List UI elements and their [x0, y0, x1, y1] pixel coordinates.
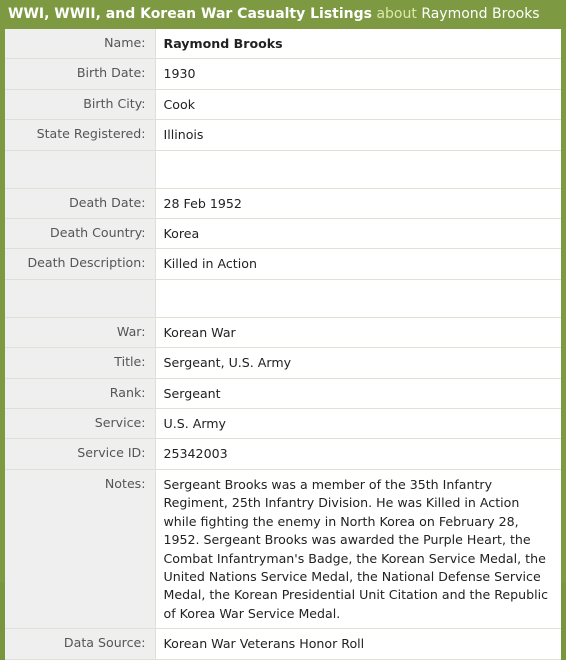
service-id-value: 25342003: [155, 439, 561, 469]
spacer-label: [5, 150, 155, 188]
spacer-value: [155, 279, 561, 317]
war-value: Korean War: [155, 317, 561, 347]
table-row: [5, 629, 561, 659]
name-label: Name:: [5, 29, 155, 59]
listing-title: WWI, WWII, and Korean War Casualty Listings: [8, 6, 372, 22]
birth-city-label: Birth City:: [5, 89, 155, 119]
notes-label: Notes:: [5, 469, 155, 628]
table-row: [5, 120, 561, 150]
rank-value: Sergeant: [155, 378, 561, 408]
table-row: [5, 29, 561, 59]
service-value: U.S. Army: [155, 409, 561, 439]
spacer-row: [5, 279, 561, 317]
about-text: about: [376, 6, 417, 22]
table-row: [5, 219, 561, 249]
record-table: [5, 29, 561, 660]
birth-date-value: 1930: [155, 59, 561, 89]
name-value: Raymond Brooks: [155, 29, 561, 59]
service-id-label: Service ID:: [5, 439, 155, 469]
table-row: [5, 59, 561, 89]
war-label: War:: [5, 317, 155, 347]
person-name-header: Raymond Brooks: [421, 6, 540, 22]
spacer-value: [155, 150, 561, 188]
table-row: [5, 378, 561, 408]
table-row: [5, 409, 561, 439]
death-date-label: Death Date:: [5, 188, 155, 218]
death-date-value: 28 Feb 1952: [155, 188, 561, 218]
panel-header: [5, 0, 561, 29]
state-registered-value: Illinois: [155, 120, 561, 150]
table-row: [5, 348, 561, 378]
table-row: [5, 89, 561, 119]
rank-label: Rank:: [5, 378, 155, 408]
table-row: [5, 439, 561, 469]
table-row: [5, 317, 561, 347]
spacer-row: [5, 150, 561, 188]
table-row: [5, 188, 561, 218]
table-row: [5, 249, 561, 279]
title-value: Sergeant, U.S. Army: [155, 348, 561, 378]
state-registered-label: State Registered:: [5, 120, 155, 150]
spacer-label: [5, 279, 155, 317]
data-source-value: Korean War Veterans Honor Roll: [155, 629, 561, 659]
data-source-label: Data Source:: [5, 629, 155, 659]
birth-date-label: Birth Date:: [5, 59, 155, 89]
death-country-label: Death Country:: [5, 219, 155, 249]
death-description-label: Death Description:: [5, 249, 155, 279]
title-label: Title:: [5, 348, 155, 378]
death-description-value: Killed in Action: [155, 249, 561, 279]
service-label: Service:: [5, 409, 155, 439]
death-country-value: Korea: [155, 219, 561, 249]
birth-city-value: Cook: [155, 89, 561, 119]
notes-value: Sergeant Brooks was a member of the 35th Infantry Regiment, 25th Infantry Division. He was Killed in Action while fighting the enemy in North Korea on February 28, 1952. Sergeant Brooks was awarded the Purple Heart, the Combat Infantryman's Badge, the Korean Service Medal, the United Nations Service Medal, the National Defense Service Medal, the Korean Presidential Unit Citation and the Republic of Korea War Service Medal.: [155, 469, 561, 628]
table-row: [5, 469, 561, 628]
